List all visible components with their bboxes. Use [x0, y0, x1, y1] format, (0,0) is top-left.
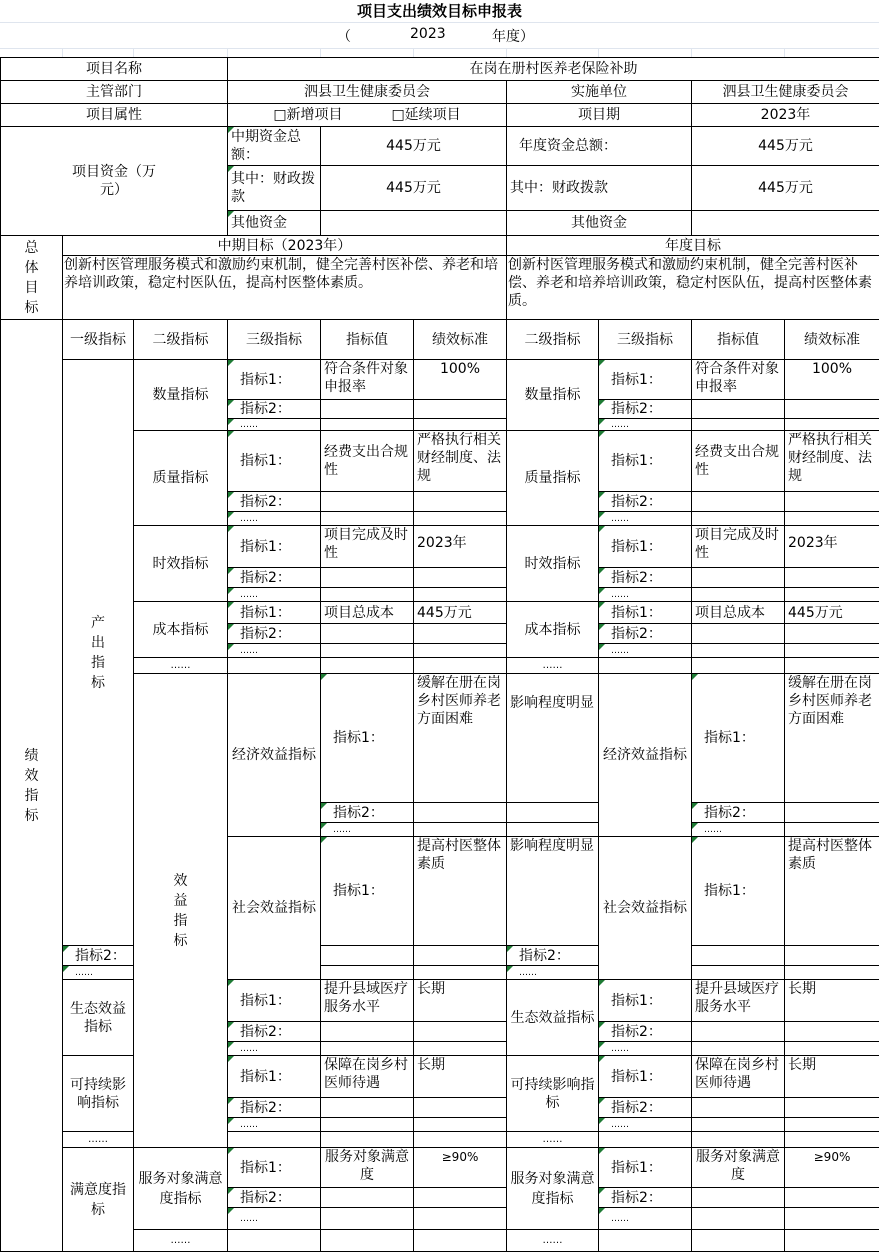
eco-std-mid[interactable]: 长期: [414, 980, 507, 1022]
cost-ind2-mid: 指标2：: [228, 624, 321, 644]
econ-ind1-year: 指标1：: [692, 674, 785, 803]
benefit-more-year: ……: [507, 1132, 599, 1148]
qual-ind1-mid: 指标1：: [228, 431, 321, 492]
eco-value-mid[interactable]: 提升县域医疗服务水平: [321, 980, 414, 1022]
qty-ind2-mid: 指标2：: [228, 400, 321, 419]
qty-value-mid[interactable]: 符合条件对象申报率: [321, 360, 414, 400]
period-label: 项目期: [507, 104, 692, 127]
time-std-mid[interactable]: 2023年: [414, 526, 507, 568]
dept-value[interactable]: 泗县卫生健康委员会: [228, 81, 507, 104]
qual-name-mid: 质量指标: [134, 431, 228, 526]
cost-dots-year: ……: [599, 644, 692, 658]
indicators-label: 绩效指标: [1, 320, 63, 1252]
cost-ind1-mid: 指标1：: [228, 602, 321, 624]
eco-name-mid: 生态效益指标: [63, 980, 134, 1056]
impl-label: 实施单位: [507, 81, 692, 104]
head-lv1: 一级指标: [63, 320, 134, 360]
qual-std-mid[interactable]: 严格执行相关财经制度、法规: [414, 431, 507, 492]
social-ind2-year: 指标2：: [507, 946, 599, 966]
head-lv3-year: 三级指标: [599, 320, 692, 360]
attr-options: [228, 104, 507, 127]
cost-std-year[interactable]: 445万元: [785, 602, 879, 624]
eco-std-year[interactable]: 长期: [785, 980, 879, 1022]
qual-ind1-year: 指标1：: [599, 431, 692, 492]
cost-value-year[interactable]: 项目总成本: [692, 602, 785, 624]
year-other-label: 其他资金: [507, 211, 692, 236]
mid-total-label: 中期资金总额：: [228, 127, 321, 166]
benefit-more-mid: ……: [63, 1132, 134, 1148]
attr-new-checkbox[interactable]: □新增项目: [273, 107, 342, 123]
eco-value-year[interactable]: 提升县域医疗服务水平: [692, 980, 785, 1022]
qty-ind2-year: 指标2：: [599, 400, 692, 419]
social-dots-mid: ……: [63, 966, 134, 980]
cost-value-mid[interactable]: 项目总成本: [321, 602, 414, 624]
qual-ind2-year: 指标2：: [599, 492, 692, 512]
econ-std-mid[interactable]: 影响程度明显: [507, 674, 599, 803]
econ-value-mid[interactable]: 缓解在册在岗乡村医师养老方面困难: [414, 674, 507, 803]
sustain-ind2-year: 指标2：: [599, 1098, 692, 1118]
qty-name-mid: 数量指标: [134, 360, 228, 431]
econ-dots-year: ……: [692, 823, 785, 837]
qual-value-mid[interactable]: 经费支出合规性: [321, 431, 414, 492]
social-value-year[interactable]: 提高村医整体素质: [785, 837, 879, 946]
head-std-mid: 绩效标准: [414, 320, 507, 360]
svc-std-year[interactable]: ≥90%: [785, 1148, 879, 1188]
year-total-value[interactable]: 445万元: [692, 127, 879, 166]
year-fiscal-label: 其中：财政拨款: [507, 166, 692, 211]
cost-dots-mid: ……: [228, 644, 321, 658]
eco-ind1-year: 指标1：: [599, 980, 692, 1022]
qual-dots-mid: ……: [228, 512, 321, 526]
social-std-mid[interactable]: 影响程度明显: [507, 837, 599, 946]
qty-dots-mid: ……: [228, 419, 321, 431]
social-ind2-mid: 指标2：: [63, 946, 134, 966]
mid-goal-label: 中期目标（2023年）: [63, 236, 507, 256]
sustain-ind1-year: 指标1：: [599, 1056, 692, 1098]
attr-cont-checkbox[interactable]: □延续项目: [391, 107, 460, 123]
form-title: 项目支出绩效目标申报表: [0, 0, 879, 22]
sustain-ind2-mid: 指标2：: [228, 1098, 321, 1118]
year-open-paren: （: [337, 26, 351, 46]
goals-label: 总体目标: [1, 236, 63, 320]
sustain-dots-mid: ……: [228, 1118, 321, 1132]
econ-ind1-mid: 指标1：: [321, 674, 414, 803]
time-std-year[interactable]: 2023年: [785, 526, 879, 568]
year-line: [0, 22, 879, 48]
mid-fiscal-value[interactable]: 445万元: [321, 166, 507, 211]
qual-value-year[interactable]: 经费支出合规性: [692, 431, 785, 492]
svc-std-mid[interactable]: ≥90%: [414, 1148, 507, 1188]
sustain-ind1-mid: 指标1：: [228, 1056, 321, 1098]
sustain-value-mid[interactable]: 保障在岗乡村医师待遇: [321, 1056, 414, 1098]
svc-ind1-mid: 指标1：: [228, 1148, 321, 1188]
eco-dots-mid: ……: [228, 1042, 321, 1056]
year-goal-text[interactable]: 创新村医管理服务模式和激励约束机制，健全完善村医补偿、养老和培养培训政策，稳定村医队伍，提高村医整体素质。: [507, 256, 879, 320]
output-more-year: ……: [507, 658, 599, 674]
year-total-label: 年度资金总额：: [507, 127, 692, 166]
qual-ind2-mid: 指标2：: [228, 492, 321, 512]
project-name-value[interactable]: 在岗在册村医养老保险补助: [228, 58, 879, 81]
qty-dots-year: ……: [599, 419, 692, 431]
period-value[interactable]: 2023年: [692, 104, 879, 127]
time-ind2-mid: 指标2：: [228, 568, 321, 588]
time-ind1-year: 指标1：: [599, 526, 692, 568]
social-ind1-year: 指标1：: [692, 837, 785, 946]
qty-ind1-year: 指标1：: [599, 360, 692, 400]
qty-ind1-mid: 指标1：: [228, 360, 321, 400]
qty-std-mid[interactable]: 100%: [414, 360, 507, 400]
time-dots-year: ……: [599, 588, 692, 602]
benefit-label: 效益指标: [134, 674, 228, 1148]
mid-other-value[interactable]: [321, 211, 507, 236]
sustain-std-year[interactable]: 长期: [785, 1056, 879, 1098]
time-name-year: 时效指标: [507, 526, 599, 602]
year-other-value[interactable]: [692, 211, 879, 236]
project-name-label: 项目名称: [1, 58, 228, 81]
head-value-mid: 指标值: [321, 320, 414, 360]
eco-ind2-mid: 指标2：: [228, 1022, 321, 1042]
cost-std-mid[interactable]: 445万元: [414, 602, 507, 624]
svc-name-year: 服务对象满意度指标: [507, 1148, 599, 1230]
head-lv2-mid: 二级指标: [134, 320, 228, 360]
cost-name-mid: 成本指标: [134, 602, 228, 658]
output-label: 产出指标: [63, 360, 134, 946]
head-std-year: 绩效标准: [785, 320, 879, 360]
social-value-mid[interactable]: 提高村医整体素质: [414, 837, 507, 946]
svc-dots-mid: ……: [228, 1208, 321, 1230]
qty-name-year: 数量指标: [507, 360, 599, 431]
time-dots-mid: ……: [228, 588, 321, 602]
cost-ind2-year: 指标2：: [599, 624, 692, 644]
svc-ind2-mid: 指标2：: [228, 1188, 321, 1208]
sustain-std-mid[interactable]: 长期: [414, 1056, 507, 1098]
eco-ind2-year: 指标2：: [599, 1022, 692, 1042]
econ-dots-mid: ……: [321, 823, 414, 837]
attr-label: 项目属性: [1, 104, 228, 127]
svc-dots-year: ……: [599, 1208, 692, 1230]
year-fiscal-value[interactable]: 445万元: [692, 166, 879, 211]
econ-name-mid: 经济效益指标: [228, 674, 321, 837]
eco-name-year: 生态效益指标: [507, 980, 599, 1056]
impl-value[interactable]: 泗县卫生健康委员会: [692, 81, 879, 104]
mid-goal-text[interactable]: 创新村医管理服务模式和激励约束机制，健全完善村医补偿、养老和培养培训政策，稳定村医队伍，提高村医整体素质。: [63, 256, 507, 320]
funds-label: 项目资金（万元）: [1, 127, 228, 236]
year-goal-label: 年度目标: [507, 236, 879, 256]
svc-ind2-year: 指标2：: [599, 1188, 692, 1208]
social-name-mid: 社会效益指标: [228, 837, 321, 980]
head-lv2-year: 二级指标: [507, 320, 599, 360]
qty-std-year[interactable]: 100%: [785, 360, 879, 400]
sustain-value-year[interactable]: 保障在岗乡村医师待遇: [692, 1056, 785, 1098]
performance-goal-table: [0, 57, 879, 1252]
qual-name-year: 质量指标: [507, 431, 599, 526]
year-unit: 年度）: [492, 26, 534, 46]
econ-value-year[interactable]: 缓解在册在岗乡村医师养老方面困难: [785, 674, 879, 803]
satisfaction-more-mid: ……: [134, 1230, 228, 1252]
time-ind1-mid: 指标1：: [228, 526, 321, 568]
svc-ind1-year: 指标1：: [599, 1148, 692, 1188]
cost-ind1-year: 指标1：: [599, 602, 692, 624]
qual-dots-year: ……: [599, 512, 692, 526]
sustain-name-mid: 可持续影响指标: [63, 1056, 134, 1132]
social-ind1-mid: 指标1：: [321, 837, 414, 946]
mid-fiscal-label: 其中：财政拨款: [228, 166, 321, 211]
time-name-mid: 时效指标: [134, 526, 228, 602]
eco-dots-year: ……: [599, 1042, 692, 1056]
social-name-year: 社会效益指标: [599, 837, 692, 980]
svc-name-mid: 服务对象满意度指标: [134, 1148, 228, 1230]
svc-value-mid[interactable]: 服务对象满意度: [321, 1148, 414, 1188]
social-dots-year: ……: [507, 966, 599, 980]
sustain-dots-year: ……: [599, 1118, 692, 1132]
head-lv3-mid: 三级指标: [228, 320, 321, 360]
head-value-year: 指标值: [692, 320, 785, 360]
dept-label: 主管部门: [1, 81, 228, 104]
output-more-mid: ……: [134, 658, 228, 674]
time-value-mid[interactable]: 项目完成及时性: [321, 526, 414, 568]
mid-total-value[interactable]: 445万元: [321, 127, 507, 166]
svc-value-year[interactable]: 服务对象满意度: [692, 1148, 785, 1188]
sustain-name-year: 可持续影响指标: [507, 1056, 599, 1132]
year-value: 2023: [410, 26, 446, 42]
satisfaction-more-year: ……: [507, 1230, 599, 1252]
econ-ind2-mid: 指标2：: [321, 803, 414, 823]
econ-name-year: 经济效益指标: [599, 674, 692, 837]
satisfaction-label: 满意度指标: [63, 1148, 134, 1252]
time-value-year[interactable]: 项目完成及时性: [692, 526, 785, 568]
mid-other-label: 其他资金: [228, 211, 321, 236]
qty-value-year[interactable]: 符合条件对象申报率: [692, 360, 785, 400]
time-ind2-year: 指标2：: [599, 568, 692, 588]
qual-std-year[interactable]: 严格执行相关财经制度、法规: [785, 431, 879, 492]
eco-ind1-mid: 指标1：: [228, 980, 321, 1022]
cost-name-year: 成本指标: [507, 602, 599, 658]
econ-ind2-year: 指标2：: [692, 803, 785, 823]
